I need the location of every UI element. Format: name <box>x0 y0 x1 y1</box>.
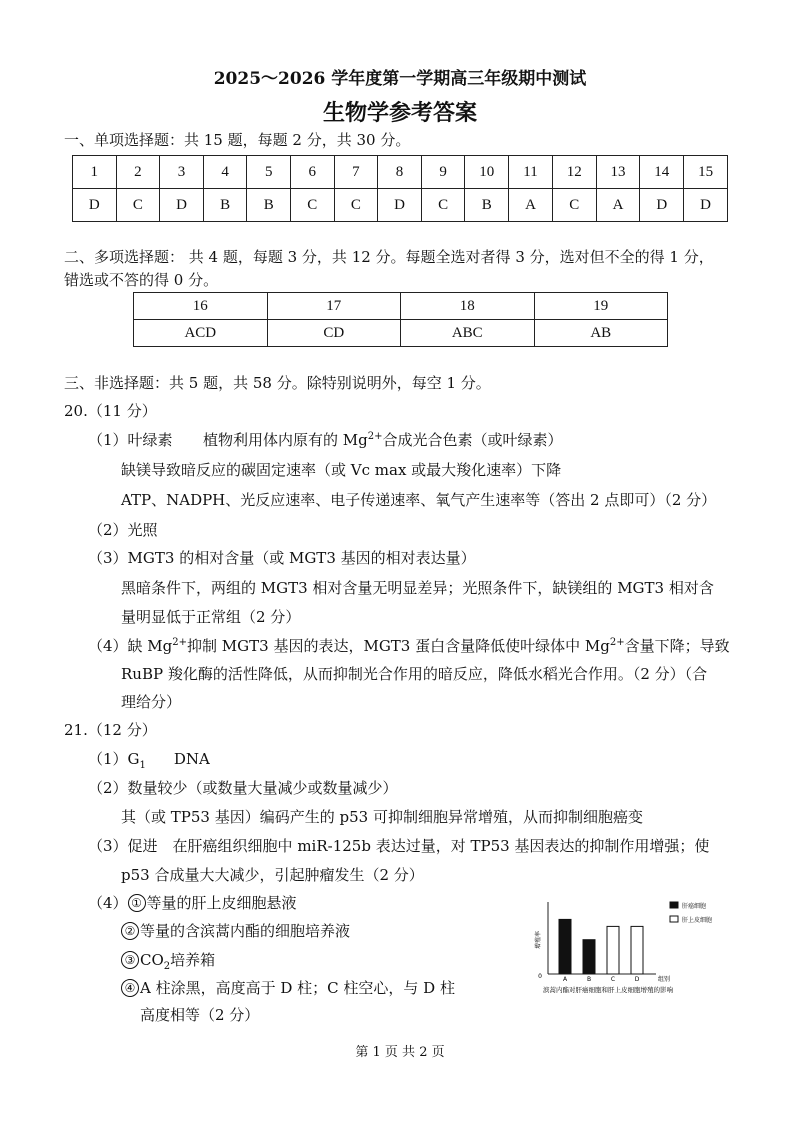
x-tick-label: C <box>610 976 616 983</box>
question-number-cell-15: 15 <box>684 156 728 189</box>
section2-heading-line2: 错选或不答的得 0 分。 <box>64 271 219 289</box>
multi-choice-table <box>133 292 668 347</box>
question-number-cell-2: 2 <box>116 156 160 189</box>
q21-part1-text: （1）G <box>88 750 140 768</box>
q21-part1-dna: DNA <box>173 750 210 768</box>
g1-subscript: 1 <box>139 760 146 771</box>
answer-cell-15: D <box>684 189 728 222</box>
exam-title: 2025～2026 学年度第一学期高三年级期中测试 <box>213 69 587 89</box>
q20-part1-text-end: 合成光合色素（或叶绿素） <box>382 431 563 449</box>
answer-cell-8: D <box>378 189 422 222</box>
q20-part1-answer <box>203 430 563 450</box>
q20-part1-line2: 缺镁导致暗反应的碳固定速率（或 Vc max 或最大羧化速率）下降 <box>121 461 562 479</box>
question-number-cell-2: 17 <box>267 293 400 320</box>
question-number-cell-8: 8 <box>378 156 422 189</box>
question-number-cell-12: 12 <box>552 156 596 189</box>
q20-part3-line2: 黑暗条件下，两组的 MGT3 相对含量无明显差异；光照条件下，缺镁组的 MGT3 相对含 <box>121 579 714 597</box>
proliferation-bar-chart <box>528 892 728 1000</box>
q20-part2: （2）光照 <box>88 521 158 539</box>
q21-part4-item3-b: 培养箱 <box>170 951 216 969</box>
question-number-cell-9: 9 <box>421 156 465 189</box>
multi-choice-answer-row <box>134 320 668 347</box>
question-number-cell-13: 13 <box>596 156 640 189</box>
q20-part4-text-a: （4）缺 Mg <box>88 637 173 655</box>
legend-swatch-epithelial <box>670 916 678 922</box>
single-choice-table <box>72 155 728 222</box>
question-number-cell-5: 5 <box>247 156 291 189</box>
q21-part4-line3 <box>121 950 215 970</box>
q20-part3: （3）MGT3 的相对含量（或 MGT3 基因的相对表达量） <box>88 549 476 567</box>
mg-superscript: 2+ <box>367 431 383 442</box>
bar-c <box>607 926 619 974</box>
legend-label-cancer: 肝癌细胞 <box>682 903 707 910</box>
answer-cell-10: B <box>465 189 509 222</box>
question-number-cell-10: 10 <box>465 156 509 189</box>
circled-number-4: ④ <box>121 979 139 997</box>
q20-part1-text: 植物利用体内原有的 Mg <box>203 431 368 449</box>
section3-heading: 三、非选择题：共 5 题，共 58 分。除特别说明外，每空 1 分。 <box>64 374 491 392</box>
q20-part4-text-c: 含量下降；导致 <box>624 637 730 655</box>
q20-title: 20.（11 分） <box>64 402 157 420</box>
answer-cell-3: ABC <box>401 320 535 347</box>
answer-cell-3: D <box>160 189 204 222</box>
q20-part4-text-b: 抑制 MGT3 基因的表达，MGT3 蛋白含量降低使叶绿体中 Mg <box>187 637 610 655</box>
q21-part4-line5: 高度相等（2 分） <box>140 1006 260 1024</box>
q21-title: 21.（12 分） <box>64 721 157 739</box>
page-footer: 第 1 页 共 2 页 <box>355 1045 445 1060</box>
question-number-cell-11: 11 <box>509 156 553 189</box>
question-number-cell-3: 3 <box>160 156 204 189</box>
q21-part4-item1: 等量的肝上皮细胞悬液 <box>146 894 297 912</box>
y-origin-label: 0 <box>538 973 542 980</box>
question-number-cell-1: 16 <box>134 293 268 320</box>
answer-cell-5: B <box>247 189 291 222</box>
section1-heading: 一、单项选择题：共 15 题，每题 2 分，共 30 分。 <box>64 131 411 149</box>
q20-part4-line2: RuBP 羧化酶的活性降低，从而抑制光合作用的暗反应，降低水稻光合作用。（2 分）（合 <box>121 665 708 683</box>
q21-part4-item4: A 柱涂黑，高度高于 D 柱；C 柱空心，与 D 柱 <box>140 979 455 997</box>
q20-part4-line3: 理给分） <box>121 693 182 711</box>
q21-part2-line2: 其（或 TP53 基因）编码产生的 p53 可抑制细胞异常增殖，从而抑制细胞癌变 <box>121 808 643 826</box>
q20-part1-line3: ATP、NADPH、光反应速率、电子传递速率、氧气产生速率等（答出 2 点即可）（2 分） <box>121 491 717 509</box>
answer-cell-1: D <box>73 189 117 222</box>
answer-cell-2: C <box>116 189 160 222</box>
q21-part3-line2: p53 合成量大大减少，引起肿瘤发生（2 分） <box>121 866 424 884</box>
question-number-cell-7: 7 <box>334 156 378 189</box>
question-number-cell-4: 19 <box>534 293 667 320</box>
section2-heading-line1: 二、多项选择题： 共 4 题，每题 3 分，共 12 分。每题全选对者得 3 分，选对但不全的得 1 分， <box>64 248 714 266</box>
q21-part4-label: （4） <box>88 894 128 912</box>
circled-number-2: ② <box>121 922 139 940</box>
question-number-cell-14: 14 <box>640 156 684 189</box>
q21-part4-item3-a: CO <box>140 951 164 969</box>
single-choice-answer-row <box>73 189 728 222</box>
answer-cell-9: C <box>421 189 465 222</box>
question-number-cell-6: 6 <box>291 156 335 189</box>
single-choice-number-row <box>73 156 728 189</box>
multi-choice-number-row <box>134 293 668 320</box>
x-axis-label: 组别 <box>658 976 671 983</box>
answer-cell-2: CD <box>267 320 400 347</box>
legend-label-epithelial: 肝上皮细胞 <box>682 917 713 924</box>
q21-part4-item2: 等量的含滨蒿内酯的细胞培养液 <box>140 922 351 940</box>
co2-subscript: 2 <box>163 961 171 972</box>
bar-b <box>583 940 595 974</box>
legend-swatch-cancer <box>670 902 678 908</box>
q20-part1-label: （1）叶绿素 <box>88 431 173 449</box>
q21-part4-line2 <box>121 921 350 941</box>
circled-number-3: ③ <box>121 951 139 969</box>
y-axis-label: 增殖率 <box>535 930 542 950</box>
answer-cell-4: AB <box>534 320 667 347</box>
answer-cell-1: ACD <box>134 320 268 347</box>
q21-part4 <box>88 893 297 913</box>
question-number-cell-1: 1 <box>73 156 117 189</box>
answer-cell-14: D <box>640 189 684 222</box>
mg-superscript: 2+ <box>172 637 188 648</box>
q21-part4-line4 <box>121 978 455 998</box>
answer-cell-7: C <box>334 189 378 222</box>
q20-part3-line3: 量明显低于正常组（2 分） <box>121 608 301 626</box>
answer-cell-6: C <box>291 189 335 222</box>
answer-title: 生物学参考答案 <box>322 100 477 126</box>
chart-title: 滨蒿内酯对肝癌细胞和肝上皮细胞增殖的影响 <box>543 986 673 994</box>
circled-number-1: ① <box>128 894 146 912</box>
bar-d <box>631 926 643 974</box>
answer-cell-12: C <box>552 189 596 222</box>
mg-superscript: 2+ <box>609 637 625 648</box>
answer-cell-13: A <box>596 189 640 222</box>
bar-a <box>559 919 571 974</box>
answer-cell-11: A <box>509 189 553 222</box>
q21-part3: （3）促进 在肝癌组织细胞中 miR-125b 表达过量，对 TP53 基因表达的抑制作用增强；使 <box>88 837 710 855</box>
question-number-cell-3: 18 <box>401 293 535 320</box>
q21-part2: （2）数量较少（或数量大量减少或数量减少） <box>88 779 398 797</box>
x-tick-label: B <box>586 976 592 983</box>
q20-part4 <box>88 636 730 656</box>
question-number-cell-4: 4 <box>203 156 247 189</box>
x-tick-label: A <box>562 976 568 983</box>
answer-cell-4: B <box>203 189 247 222</box>
x-tick-label: D <box>634 976 640 983</box>
q21-part1 <box>88 749 210 769</box>
